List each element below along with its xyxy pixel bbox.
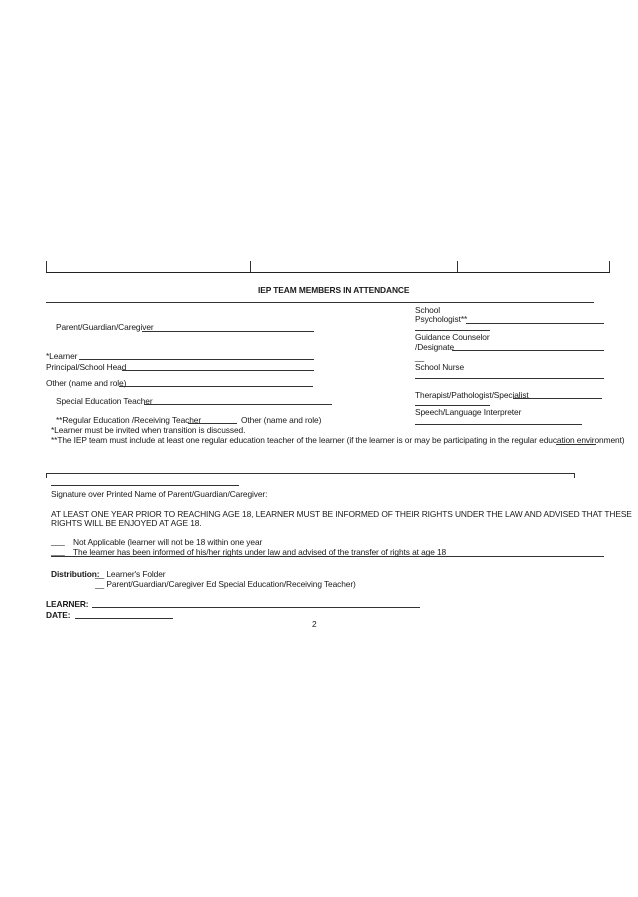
- option-2-line: [51, 556, 604, 557]
- signature-line[interactable]: [51, 485, 239, 486]
- principal-label: Principal/School Head: [46, 362, 127, 372]
- other-label: Other (name and role): [46, 378, 127, 388]
- age-notice-line-1: AT LEAST ONE YEAR PRIOR TO REACHING AGE 18, LEARNER MUST BE INFORMED OF THEIR RIGHTS UNDER THE LAW AND ADVISED THAT THESE: [51, 509, 632, 519]
- distribution-item-1[interactable]: __ Learner's Folder: [95, 569, 166, 579]
- therapist-short-line: [415, 405, 490, 406]
- guidance-line[interactable]: [452, 350, 604, 351]
- parent-guardian-label: Parent/Guardian/Caregiver: [56, 322, 154, 332]
- signature-label: Signature over Printed Name of Parent/Guardian/Caregiver:: [51, 489, 268, 499]
- psychologist-line[interactable]: [466, 323, 604, 324]
- other-line[interactable]: [119, 386, 313, 387]
- interpreter-label: Speech/Language Interpreter: [415, 407, 522, 417]
- signature-box-top: [46, 473, 574, 474]
- parent-guardian-line[interactable]: [142, 331, 314, 332]
- date-label: DATE:: [46, 610, 71, 620]
- learner-note: *Learner must be invited when transition is discussed.: [51, 425, 246, 435]
- guidance-label-2: /Designate: [415, 342, 455, 352]
- psychologist-label-2: Psychologist**: [415, 314, 468, 324]
- team-note: **The IEP team must include at least one regular education teacher of the learner (if the learner is or may be participating in the regular education environment): [51, 435, 625, 445]
- learner-footer-line[interactable]: [92, 607, 420, 608]
- signature-box-right: [574, 473, 575, 478]
- therapist-line[interactable]: [513, 398, 602, 399]
- page-title: IEP TEAM MEMBERS IN ATTENDANCE: [258, 285, 410, 295]
- option-2-label: The learner has been informed of his/her rights under law and advised of the transfer of rights at age 18: [73, 547, 447, 557]
- therapist-label: Therapist/Pathologist/Specialist: [415, 390, 529, 400]
- nurse-label: School Nurse: [415, 362, 465, 372]
- distribution-label: Distribution:: [51, 569, 100, 579]
- regular-teacher-label: **Regular Education /Receiving Teacher: [56, 415, 202, 425]
- title-rule: [46, 302, 594, 303]
- team-note-line: [556, 444, 596, 445]
- bracket-bar: [46, 272, 610, 273]
- option-1-label: Not Applicable (learner will not be 18 within one year: [73, 537, 263, 547]
- learner-label: *Learner: [46, 351, 78, 361]
- sped-teacher-line[interactable]: [144, 404, 332, 405]
- nurse-line[interactable]: [415, 378, 604, 379]
- date-line[interactable]: [75, 618, 173, 619]
- page-number: 2: [312, 619, 317, 629]
- sped-teacher-label: Special Education Teacher: [56, 396, 153, 406]
- principal-line[interactable]: [122, 370, 314, 371]
- other2-label: Other (name and role): [241, 415, 322, 425]
- option-1-checkbox[interactable]: ___: [51, 536, 65, 546]
- regular-teacher-line[interactable]: [188, 423, 237, 424]
- learner-footer-label: LEARNER:: [46, 599, 89, 609]
- option-2-checkbox[interactable]: ___: [51, 546, 65, 556]
- psychologist-short-line: [415, 330, 490, 331]
- age-notice-line-2: RIGHTS WILL BE ENJOYED AT AGE 18.: [51, 518, 202, 528]
- learner-line[interactable]: [79, 359, 314, 360]
- distribution-item-2[interactable]: __ Parent/Guardian/Caregiver Ed Special Education/Receiving Teacher): [95, 579, 356, 589]
- nurse-dash: __: [415, 352, 425, 362]
- psychologist-label-1: School: [415, 305, 441, 315]
- guidance-label-1: Guidance Counselor: [415, 332, 490, 342]
- interpreter-line[interactable]: [415, 424, 582, 425]
- signature-box-left: [46, 473, 47, 478]
